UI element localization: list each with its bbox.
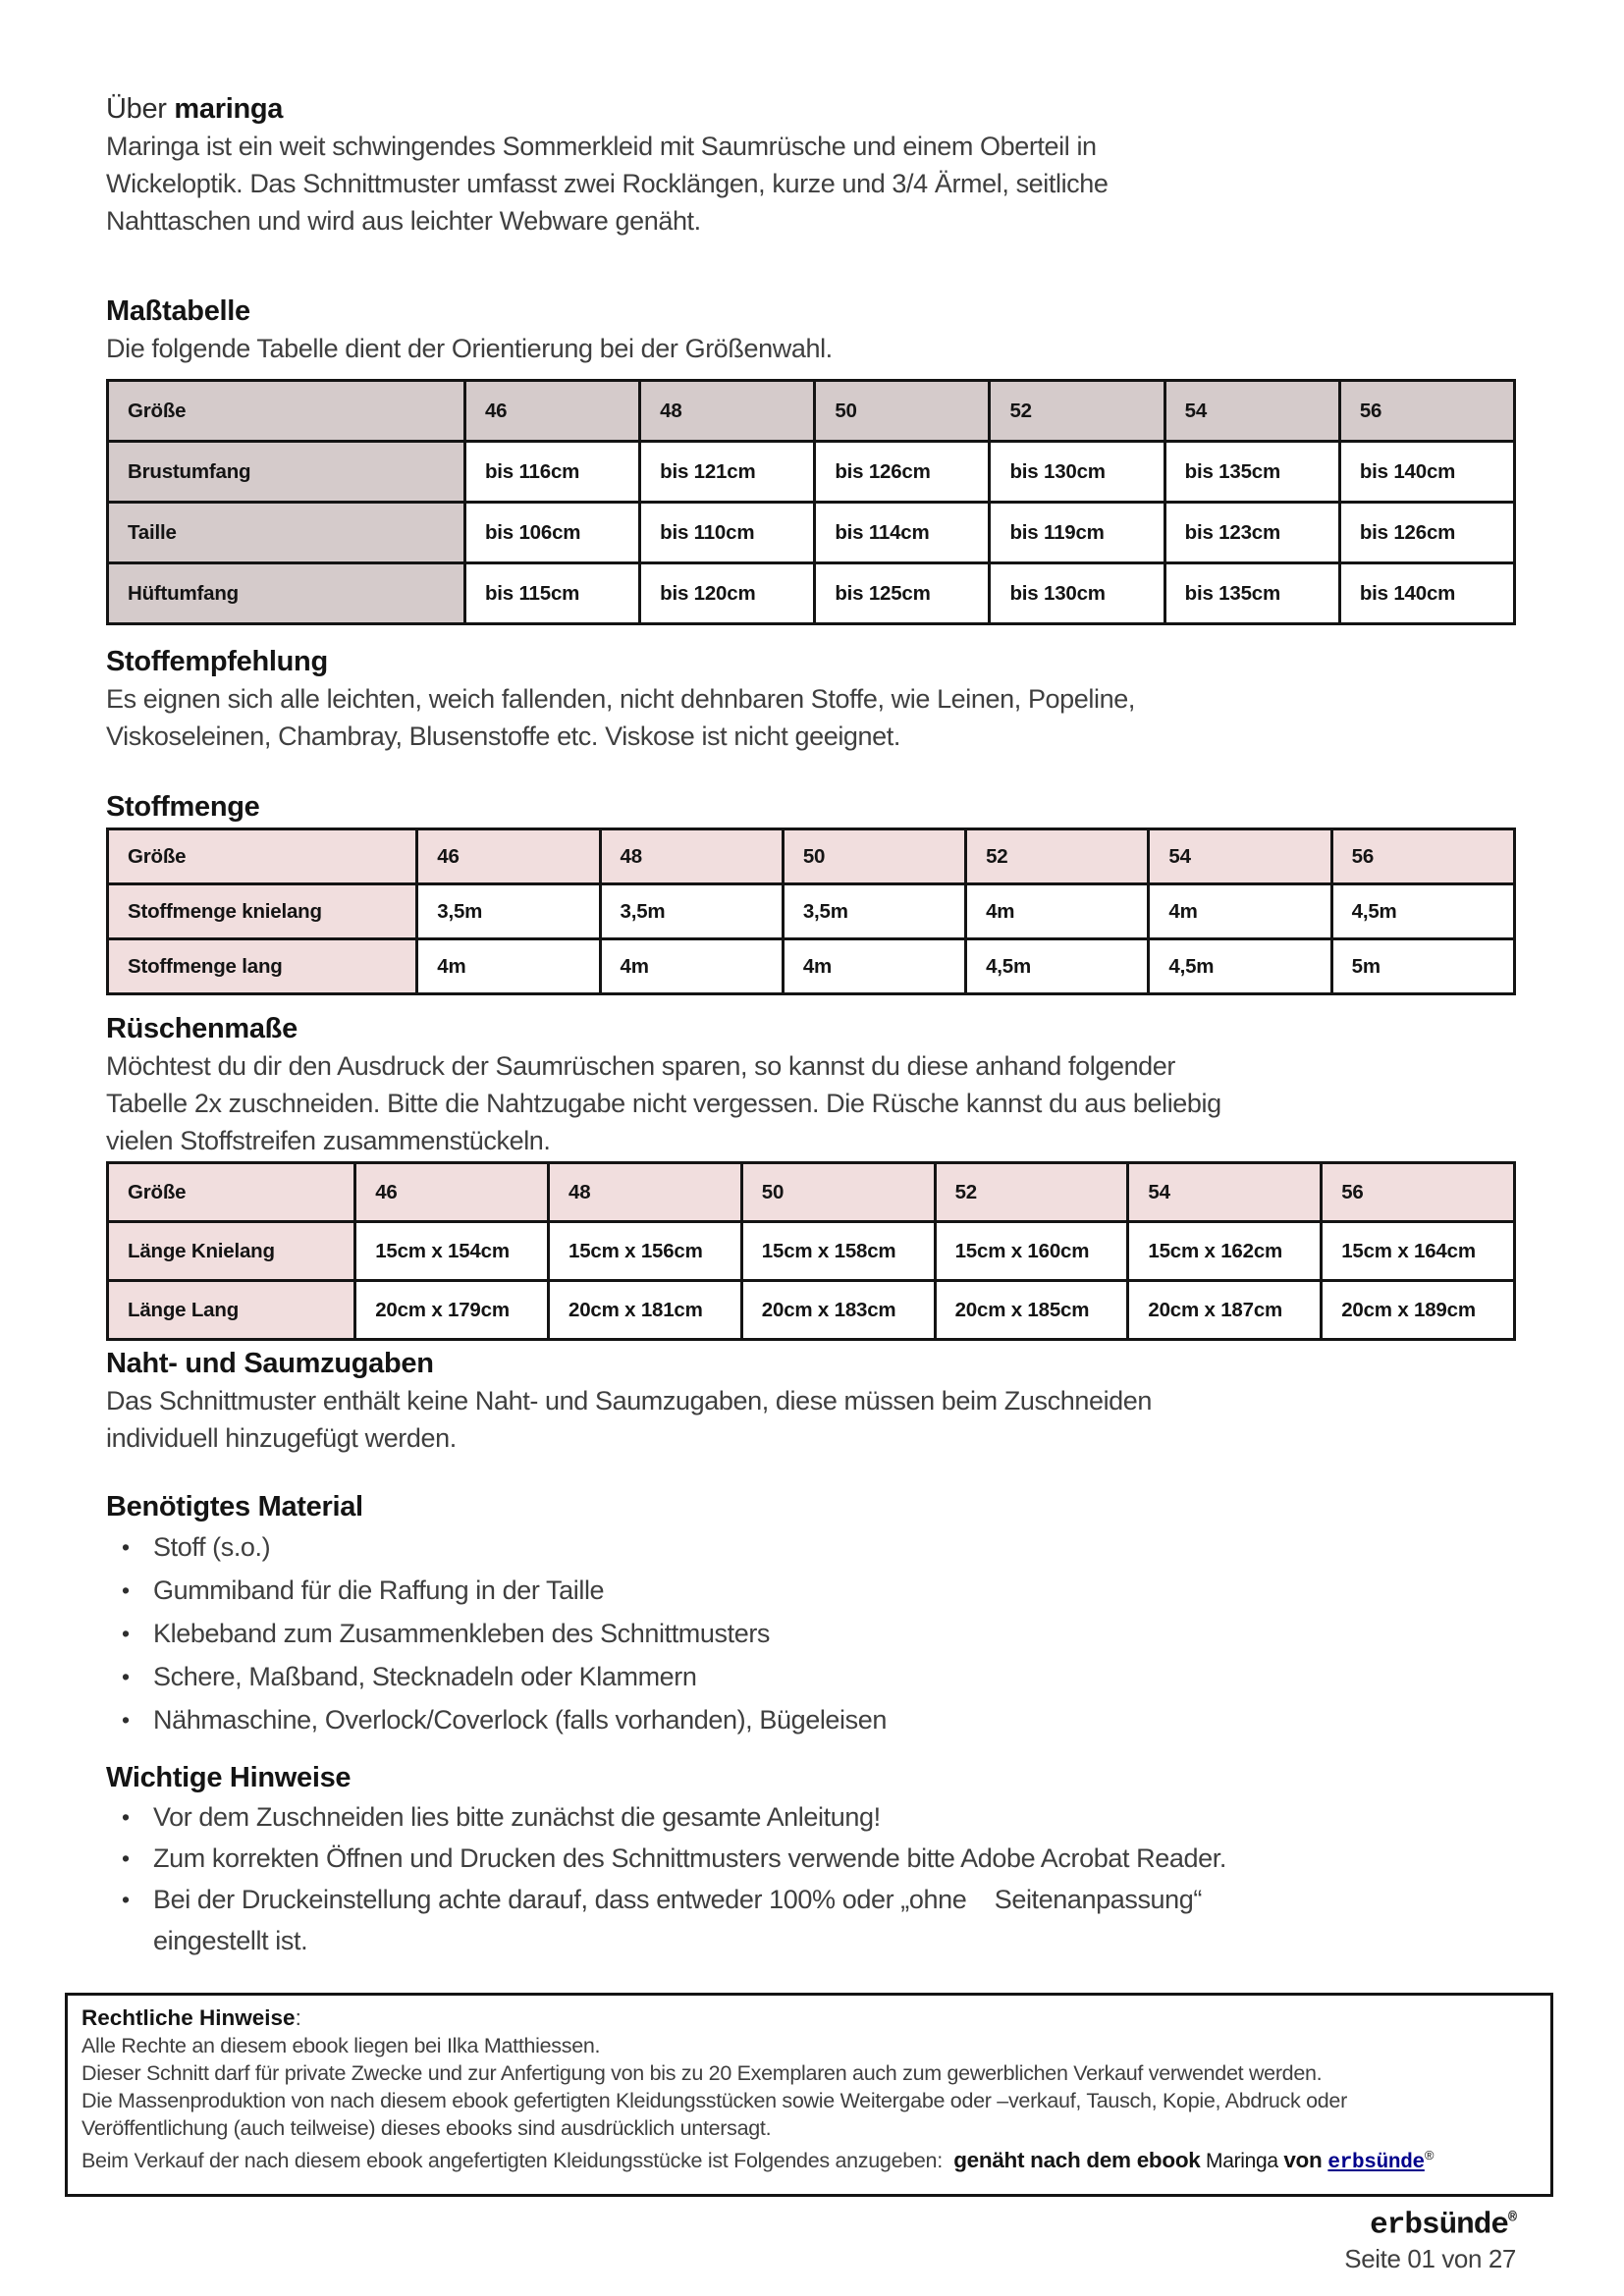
- table-cell: bis 115cm: [464, 563, 639, 624]
- section-title-stoffmenge: Stoffmenge: [106, 791, 260, 823]
- hinweise-list: [106, 1796, 1516, 1961]
- table-header-cell: Größe: [108, 829, 417, 884]
- section-title-stoffempfehlung: Stoffempfehlung: [106, 646, 328, 677]
- table-cell: bis 130cm: [990, 442, 1164, 503]
- brand-logo: [1344, 2202, 1516, 2242]
- page-content: [106, 0, 1516, 1961]
- section-title-material: Benötigtes Material: [106, 1491, 363, 1522]
- about-paragraph: [106, 128, 1516, 240]
- legal-last-line: [81, 2142, 1537, 2177]
- legal-title-text: Rechtliche Hinweise: [81, 2005, 296, 2030]
- table-header-cell: 54: [1128, 1163, 1322, 1222]
- table-cell: 3,5m: [600, 884, 783, 939]
- table-header-cell: 56: [1331, 829, 1514, 884]
- section-hinweise: [106, 1759, 1516, 1961]
- brand-logo-text: erbsünde: [1370, 2208, 1508, 2243]
- legal-last-prefix: Beim Verkauf der nach diesem ebook angefertigten Kleidungsstücke ist Folgendes anzugeben:: [81, 2149, 954, 2173]
- list-item-text: [153, 1525, 270, 1569]
- text-line: Alle Rechte an diesem ebook liegen bei Ilka Matthiessen.: [81, 2034, 601, 2057]
- table-cell: bis 125cm: [815, 563, 990, 624]
- table-header-cell: 56: [1322, 1163, 1515, 1222]
- masstabelle-intro: [106, 330, 1516, 367]
- table-row-label: Taille: [108, 503, 465, 563]
- table-cell: 20cm x 187cm: [1128, 1281, 1322, 1340]
- fabric-amount-table: [106, 828, 1516, 995]
- table-cell: 3,5m: [783, 884, 965, 939]
- section-title-masstabelle: Maßtabelle: [106, 295, 250, 327]
- stoffempfehlung-paragraph: [106, 680, 1516, 755]
- table-header-row: [108, 1163, 1515, 1222]
- text-line: Viskoseleinen, Chambray, Blusenstoffe etc. Viskose ist nicht geeignet.: [106, 721, 900, 751]
- table-cell: bis 121cm: [640, 442, 815, 503]
- measurement-table: [106, 379, 1516, 625]
- bullet-icon: •: [122, 1845, 130, 1871]
- table-cell: bis 130cm: [990, 563, 1164, 624]
- table-header-cell: 54: [1164, 381, 1339, 442]
- text-line: Stoff (s.o.): [153, 1532, 271, 1562]
- table-header-cell: 56: [1339, 381, 1514, 442]
- table-cell: 20cm x 189cm: [1322, 1281, 1515, 1340]
- list-item: [106, 1796, 1516, 1838]
- text-line: individuell hinzugefügt werden.: [106, 1423, 457, 1453]
- table-header-cell: 52: [990, 381, 1164, 442]
- text-line: Es eignen sich alle leichten, weich fallenden, nicht dehnbaren Stoffe, wie Leinen, Popeline,: [106, 684, 1135, 714]
- legal-bold-von: von: [1283, 2148, 1328, 2173]
- table-header-cell: 46: [417, 829, 600, 884]
- legal-title-colon: :: [295, 2005, 301, 2030]
- rueschenmasse-paragraph: [106, 1047, 1516, 1159]
- page-number: Seite 01 von 27: [1344, 2244, 1516, 2274]
- legal-bold-phrase: genäht nach dem ebook: [953, 2148, 1201, 2173]
- table-header-cell: 46: [464, 381, 639, 442]
- list-item-text: [153, 1879, 1202, 1961]
- text-line: Das Schnittmuster enthält keine Naht- und Saumzugaben, diese müssen beim Zuschneiden: [106, 1386, 1153, 1415]
- list-item: [106, 1612, 1516, 1655]
- table-header-cell: 48: [640, 381, 815, 442]
- table-header-cell: 52: [935, 1163, 1128, 1222]
- list-item: [106, 1655, 1516, 1698]
- table-cell: 15cm x 156cm: [549, 1222, 742, 1281]
- table-row-label: Länge Lang: [108, 1281, 355, 1340]
- table-row: [108, 1222, 1515, 1281]
- text-line: Zum korrekten Öffnen und Drucken des Schnittmusters verwende bitte Adobe Acrobat Reader.: [153, 1843, 1226, 1873]
- table-cell: 5m: [1331, 939, 1514, 994]
- table-row-label: Stoffmenge knielang: [108, 884, 417, 939]
- list-item-text: [153, 1569, 604, 1612]
- text-line: Dieser Schnitt darf für private Zwecke und zur Anfertigung von bis zu 20 Exemplaren auch zum gewerblichen Verkauf verwendet werden.: [81, 2061, 1323, 2085]
- table-row: [108, 503, 1515, 563]
- list-item: [106, 1879, 1516, 1961]
- table-cell: 4m: [966, 884, 1149, 939]
- table-cell: bis 114cm: [815, 503, 990, 563]
- registered-mark: ®: [1424, 2148, 1435, 2163]
- table-cell: bis 119cm: [990, 503, 1164, 563]
- table-header-cell: 48: [549, 1163, 742, 1222]
- table-cell: bis 120cm: [640, 563, 815, 624]
- table-cell: 20cm x 183cm: [741, 1281, 935, 1340]
- table-header-row: [108, 381, 1515, 442]
- text-line: Veröffentlichung (auch teilweise) dieses ebooks sind ausdrücklich untersagt.: [81, 2116, 772, 2140]
- list-item-text: [153, 1612, 770, 1655]
- bullet-icon: •: [122, 1887, 130, 1912]
- text-line: vielen Stoffstreifen zusammenstückeln.: [106, 1126, 551, 1155]
- list-item-text: [153, 1796, 881, 1838]
- table-cell: 4m: [600, 939, 783, 994]
- table-cell: bis 106cm: [464, 503, 639, 563]
- material-list: [106, 1525, 1516, 1741]
- legal-notice-box: [65, 1993, 1553, 2197]
- text-line: Klebeband zum Zusammenkleben des Schnittmusters: [153, 1619, 771, 1648]
- table-cell: bis 116cm: [464, 442, 639, 503]
- table-cell: bis 135cm: [1164, 563, 1339, 624]
- ruffle-size-table: [106, 1161, 1516, 1341]
- table-cell: bis 140cm: [1339, 563, 1514, 624]
- table-header-cell: Größe: [108, 381, 465, 442]
- section-masstabelle: [106, 293, 1516, 625]
- section-material: [106, 1488, 1516, 1741]
- table-row: [108, 939, 1515, 994]
- table-cell: 4,5m: [1149, 939, 1331, 994]
- bullet-icon: •: [122, 1707, 130, 1733]
- table-header-cell: 50: [815, 381, 990, 442]
- title-prefix: Über: [106, 93, 175, 125]
- table-cell: 15cm x 162cm: [1128, 1222, 1322, 1281]
- table-header-cell: 50: [783, 829, 965, 884]
- table-cell: 4,5m: [966, 939, 1149, 994]
- bullet-icon: •: [122, 1804, 130, 1830]
- section-title-hinweise: Wichtige Hinweise: [106, 1762, 352, 1793]
- list-item-text: [153, 1698, 887, 1741]
- section-nahtzugaben: [106, 1345, 1516, 1457]
- brand-registered-mark: ®: [1507, 2210, 1516, 2226]
- table-row: [108, 563, 1515, 624]
- section-rueschenmasse: [106, 1010, 1516, 1341]
- table-cell: 15cm x 158cm: [741, 1222, 935, 1281]
- table-cell: bis 135cm: [1164, 442, 1339, 503]
- text-line: Tabelle 2x zuschneiden. Bitte die Nahtzugabe nicht vergessen. Die Rüsche kannst du aus beliebig: [106, 1089, 1221, 1118]
- list-item: [106, 1838, 1516, 1879]
- table-header-cell: 50: [741, 1163, 935, 1222]
- text-line: Vor dem Zuschneiden lies bitte zunächst die gesamte Anleitung!: [153, 1802, 881, 1832]
- table-cell: 4m: [417, 939, 600, 994]
- table-cell: 4m: [1149, 884, 1331, 939]
- table-row: [108, 1281, 1515, 1340]
- table-cell: 3,5m: [417, 884, 600, 939]
- legal-title: [81, 2004, 1537, 2032]
- section-about: [106, 90, 1516, 240]
- section-stoffempfehlung: [106, 643, 1516, 755]
- nahtzugaben-paragraph: [106, 1382, 1516, 1457]
- table-header-cell: 46: [355, 1163, 549, 1222]
- list-item-text: [153, 1655, 697, 1698]
- table-cell: 20cm x 179cm: [355, 1281, 549, 1340]
- table-row: [108, 884, 1515, 939]
- text-line: Schere, Maßband, Stecknadeln oder Klammern: [153, 1662, 697, 1691]
- table-header-cell: Größe: [108, 1163, 355, 1222]
- bullet-icon: •: [122, 1621, 130, 1646]
- table-row-label: Stoffmenge lang: [108, 939, 417, 994]
- table-row-label: Hüftumfang: [108, 563, 465, 624]
- brand-link[interactable]: erbsünde: [1327, 2152, 1425, 2175]
- table-header-cell: 48: [600, 829, 783, 884]
- table-cell: bis 126cm: [1339, 503, 1514, 563]
- table-cell: 15cm x 154cm: [355, 1222, 549, 1281]
- text-line: Maringa ist ein weit schwingendes Sommerkleid mit Saumrüsche und einem Oberteil in: [106, 132, 1097, 161]
- table-cell: bis 126cm: [815, 442, 990, 503]
- table-cell: bis 140cm: [1339, 442, 1514, 503]
- table-header-cell: 52: [966, 829, 1149, 884]
- table-cell: bis 110cm: [640, 503, 815, 563]
- text-line: Nähmaschine, Overlock/Coverlock (falls vorhanden), Bügeleisen: [153, 1705, 887, 1735]
- text-line: eingestellt ist.: [153, 1926, 308, 1955]
- text-line: Wickeloptik. Das Schnittmuster umfasst zwei Rocklängen, kurze und 3/4 Ärmel, seitliche: [106, 169, 1109, 198]
- text-line: Gummiband für die Raffung in der Taille: [153, 1575, 605, 1605]
- list-item-text: [153, 1838, 1226, 1879]
- table-cell: 15cm x 160cm: [935, 1222, 1128, 1281]
- bullet-icon: •: [122, 1534, 130, 1560]
- text-line: Bei der Druckeinstellung achte darauf, dass entweder 100% oder „ohne Seitenanpassung“: [153, 1885, 1202, 1914]
- bullet-icon: •: [122, 1577, 130, 1603]
- page-footer: [1344, 2202, 1516, 2275]
- table-cell: 20cm x 181cm: [549, 1281, 742, 1340]
- bullet-icon: •: [122, 1664, 130, 1689]
- list-item: [106, 1698, 1516, 1741]
- table-cell: 20cm x 185cm: [935, 1281, 1128, 1340]
- section-title-nahtzugaben: Naht- und Saumzugaben: [106, 1348, 434, 1379]
- table-row-label: Brustumfang: [108, 442, 465, 503]
- legal-text: [81, 2032, 1537, 2142]
- table-cell: 4,5m: [1331, 884, 1514, 939]
- table-row-label: Länge Knielang: [108, 1222, 355, 1281]
- list-item: [106, 1525, 1516, 1569]
- text-line: Möchtest du dir den Ausdruck der Saumrüschen sparen, so kannst du diese anhand folgender: [106, 1051, 1176, 1081]
- table-cell: 15cm x 164cm: [1322, 1222, 1515, 1281]
- table-header-row: [108, 829, 1515, 884]
- text-line: Nahttaschen und wird aus leichter Webware genäht.: [106, 206, 701, 236]
- text-line: Die Massenproduktion von nach diesem ebook gefertigten Kleidungsstücken sowie Weitergabe oder –verkauf, Tausch, Kopie, Abdruck oder: [81, 2089, 1347, 2112]
- section-stoffmenge: [106, 788, 1516, 995]
- table-cell: 4m: [783, 939, 965, 994]
- table-cell: bis 123cm: [1164, 503, 1339, 563]
- table-row: [108, 442, 1515, 503]
- text-line: Die folgende Tabelle dient der Orientierung bei der Größenwahl.: [106, 334, 833, 363]
- list-item: [106, 1569, 1516, 1612]
- title-pattern-name: maringa: [174, 93, 284, 125]
- legal-pattern-name: Maringa: [1200, 2150, 1284, 2173]
- table-header-cell: 54: [1149, 829, 1331, 884]
- section-title-rueschenmasse: Rüschenmaße: [106, 1013, 298, 1044]
- section-title-about: [106, 90, 1516, 128]
